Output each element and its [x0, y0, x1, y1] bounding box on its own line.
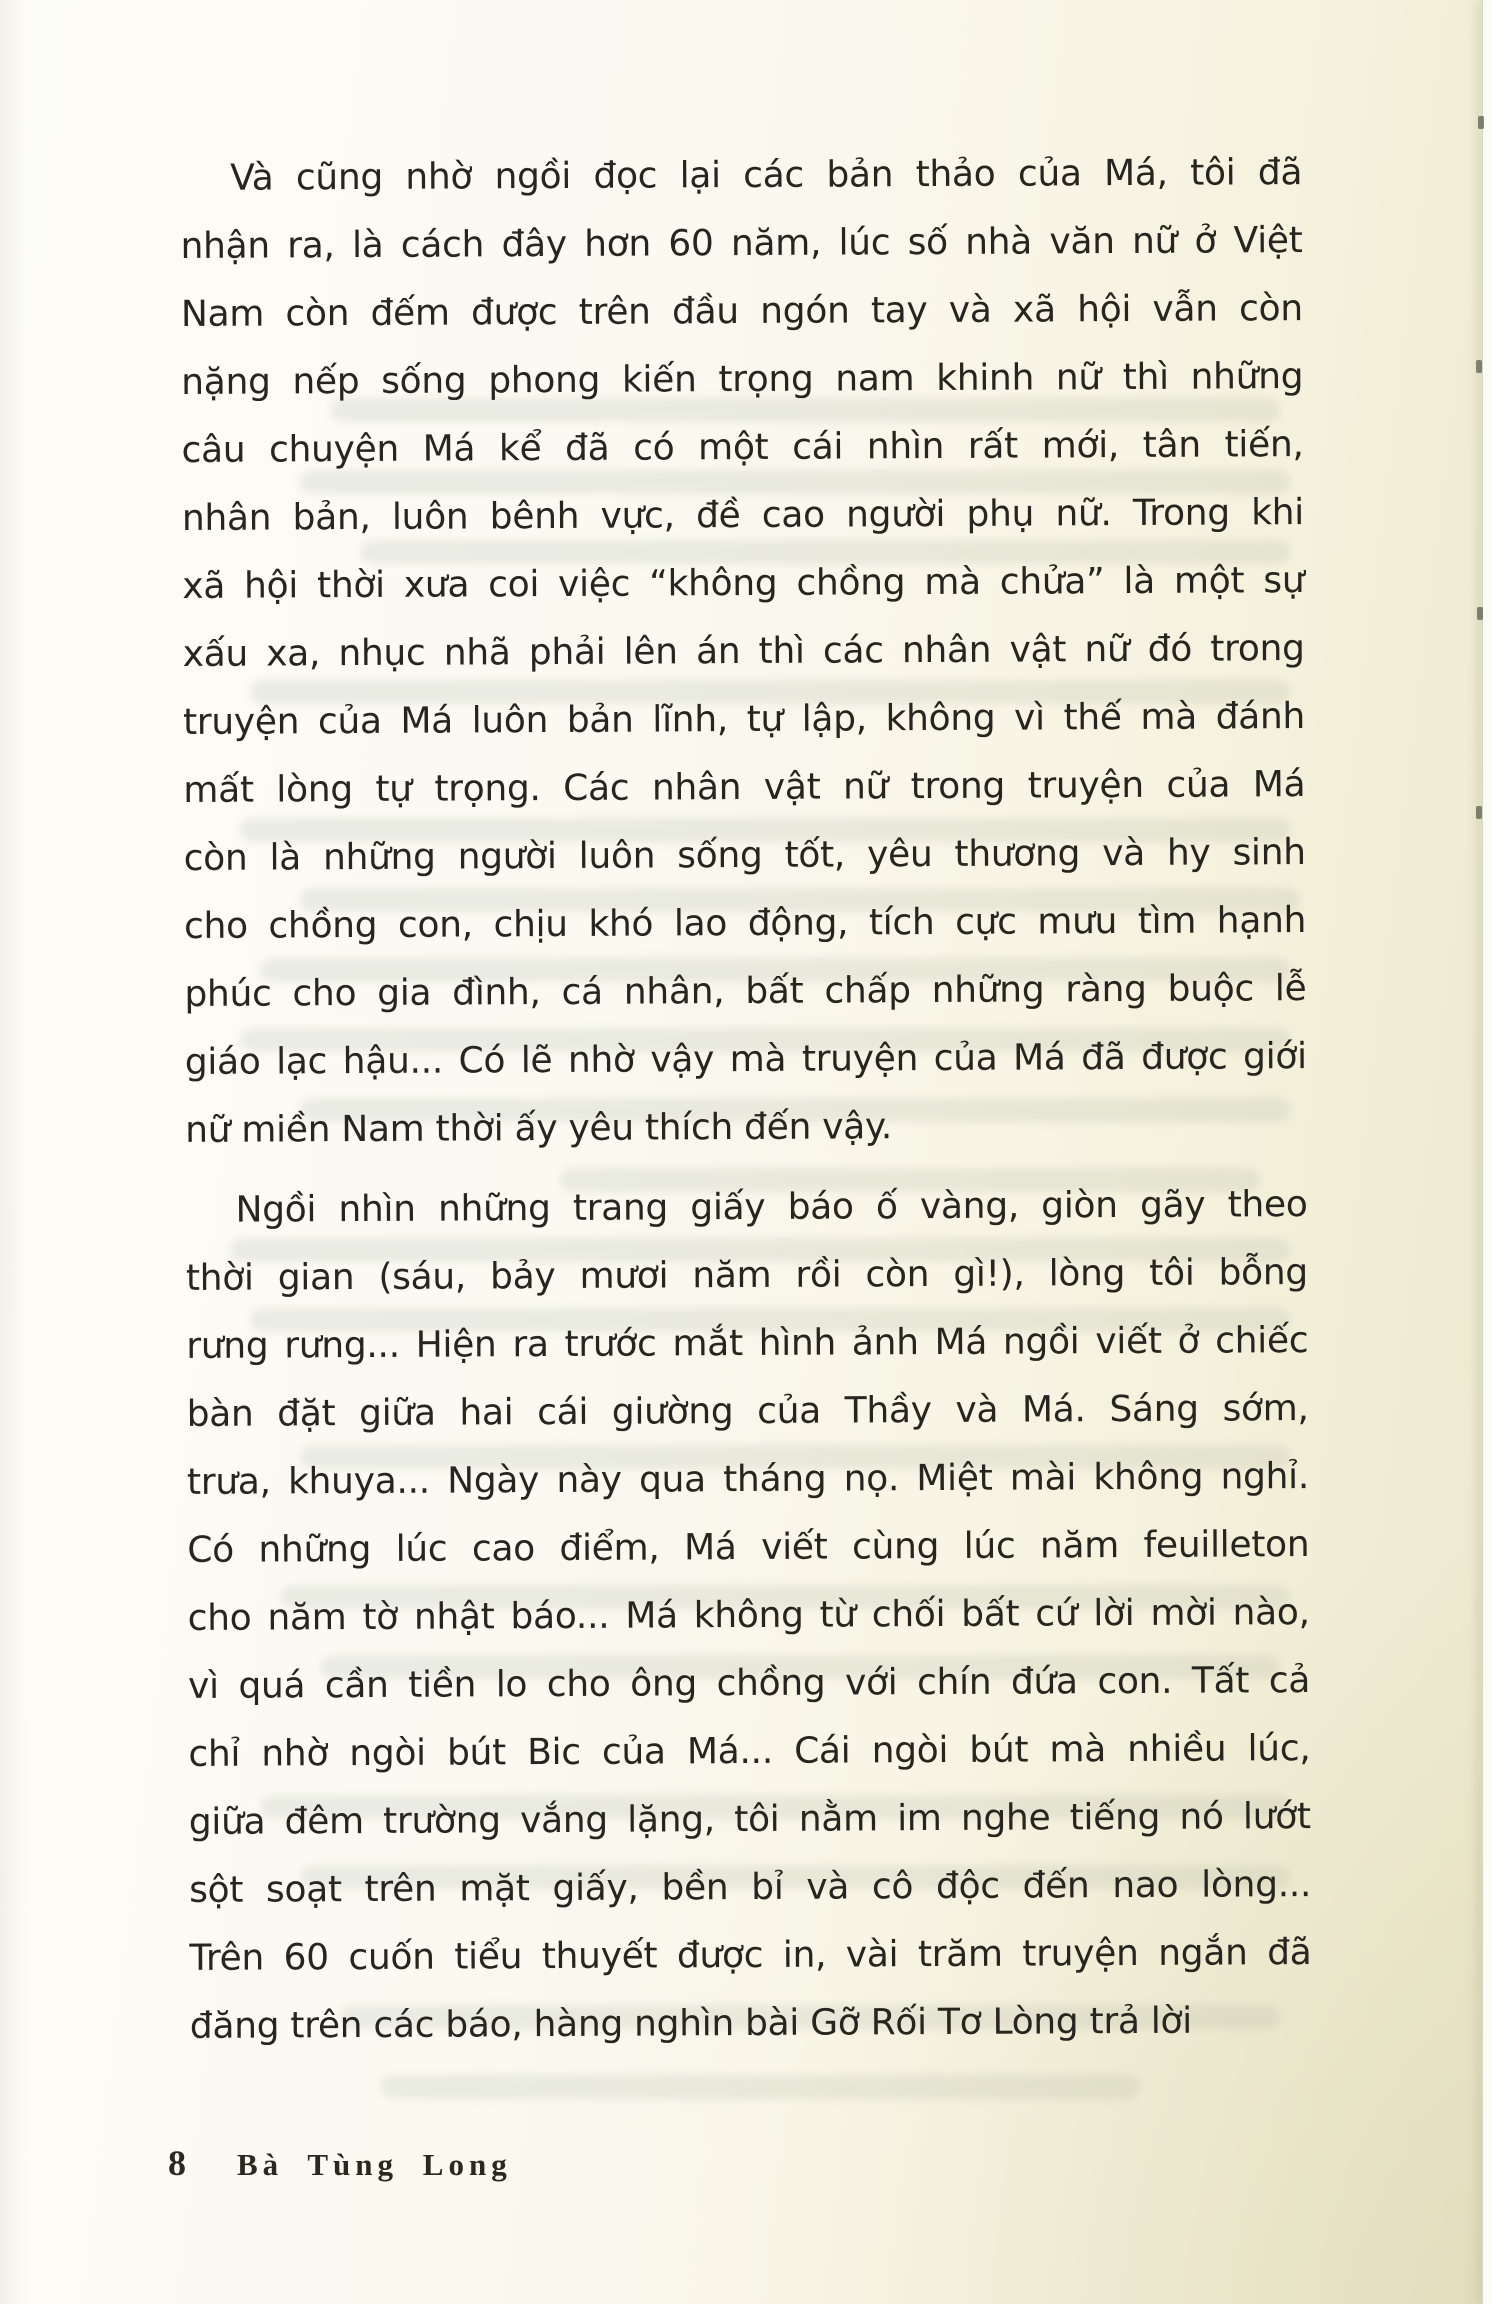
text-line: nhân bản, luôn bênh vực, đề cao người phụ nữ. Trong khi — [181, 492, 1305, 539]
text-line: Nam còn đếm được trên đầu ngón tay và xã hội vẫn còn — [180, 288, 1303, 335]
text-line: cho năm tờ nhật báo... Má không từ chối bất cứ lời mời nào, — [187, 1592, 1310, 1639]
page-edge-speck — [1478, 116, 1484, 129]
text-column — [180, 139, 1312, 2061]
text-line: Trên 60 cuốn tiểu thuyết được in, vài trăm truyện ngắn đã — [189, 1932, 1312, 1979]
text-line: mất lòng tự trọng. Các nhân vật nữ trong truyện của Má — [183, 764, 1306, 811]
text-line: trưa, khuya... Ngày này qua tháng nọ. Miệt mài không nghỉ. — [186, 1456, 1310, 1503]
page-edge-speck — [1476, 360, 1482, 373]
text-line: chỉ nhờ ngòi bút Bic của Má... Cái ngòi bút mà nhiều lúc, — [188, 1728, 1311, 1775]
text-line: đăng trên các báo, hàng nghìn bài Gỡ Rối Tơ Lòng trả lời — [189, 2000, 1193, 2047]
text-line: giáo lạc hậu... Có lẽ nhờ vậy mà truyện của Má đã được giới — [184, 1036, 1307, 1083]
text-line: Và cũng nhờ ngồi đọc lại các bản thảo của Má, tôi đã — [230, 152, 1303, 199]
author-name: Bà Tùng Long — [237, 2147, 512, 2182]
text-line: xấu xa, nhục nhã phải lên án thì các nhân vật nữ đó trong — [182, 628, 1305, 675]
text-line: xã hội thời xưa coi việc “không chồng mà chửa” là một sự — [182, 560, 1305, 607]
text-line: truyện của Má luôn bản lĩnh, tự lập, không vì thế mà đánh — [182, 696, 1306, 743]
text-line: Có những lúc cao điểm, Má viết cùng lúc năm feuilleton — [187, 1524, 1310, 1571]
text-line: cho chồng con, chịu khó lao động, tích cực mưu tìm hạnh — [183, 900, 1307, 947]
text-line: câu chuyện Má kể đã có một cái nhìn rất mới, tân tiến, — [181, 424, 1304, 471]
page-edge — [1482, 0, 1492, 2304]
text-line: nhận ra, là cách đây hơn 60 năm, lúc số nhà văn nữ ở Việt — [180, 220, 1303, 267]
text-line: sột soạt trên mặt giấy, bền bỉ và cô độc đến nao lòng... — [189, 1864, 1312, 1911]
page-number: 8 — [168, 2143, 187, 2183]
text-line: Ngồi nhìn những trang giấy báo ố vàng, giòn gãy theo — [235, 1184, 1308, 1231]
text-line: bàn đặt giữa hai cái giường của Thầy và Má. Sáng sớm, — [186, 1388, 1309, 1435]
text-line: giữa đêm trường vắng lặng, tôi nằm im nghe tiếng nó lướt — [188, 1796, 1311, 1843]
paragraph-2 — [185, 1171, 1312, 2061]
text-line: thời gian (sáu, bảy mươi năm rồi còn gì!), lòng tôi bỗng — [185, 1252, 1309, 1299]
page-edge-speck — [1476, 806, 1482, 819]
paragraph-1 — [180, 139, 1307, 1165]
bleedthrough-band — [380, 2075, 1140, 2099]
text-line: nặng nếp sống phong kiến trọng nam khinh nữ thì những — [181, 356, 1304, 403]
text-line: nữ miền Nam thời ấy yêu thích đến vậy. — [185, 1106, 893, 1151]
text-line: vì quá cần tiền lo cho ông chồng với chín đứa con. Tất cả — [187, 1660, 1311, 1707]
text-line: phúc cho gia đình, cá nhân, bất chấp những ràng buộc lễ — [184, 968, 1307, 1015]
page-edge-speck — [1477, 607, 1483, 620]
text-line: còn là những người luôn sống tốt, yêu thương và hy sinh — [183, 832, 1306, 879]
text-line: rưng rưng... Hiện ra trước mắt hình ảnh Má ngồi viết ở chiếc — [186, 1320, 1309, 1367]
page-footer — [168, 2142, 512, 2184]
